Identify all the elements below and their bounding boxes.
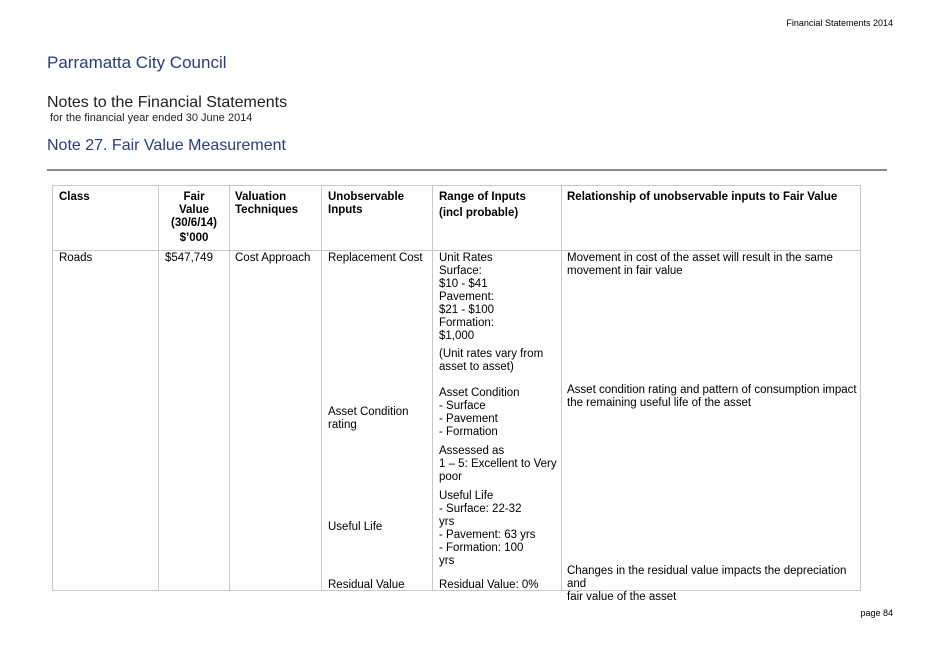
column-divider [158, 186, 159, 590]
divider [47, 169, 887, 171]
cell-range-unit-rates-note: (Unit rates vary from asset to asset) [439, 348, 544, 373]
column-divider [321, 186, 322, 590]
cell-relationship-cost: Movement in cost of the asset will result in the same movement in fair value [567, 252, 833, 277]
header-range-of-inputs: Range of Inputs [439, 191, 526, 203]
cell-range-useful-life: Useful Life - Surface: 22-32 yrs - Pavement: 63 yrs - Formation: 100 yrs [439, 490, 536, 567]
cell-range-unit-rates: Unit Rates Surface: $10 - $41 Pavement: $21 - $100 Formation: $1,000 [439, 252, 494, 342]
notes-subtitle: for the financial year ended 30 June 2014 [50, 112, 253, 124]
cell-technique: Cost Approach [235, 252, 311, 264]
page-number: page 84 [860, 608, 893, 618]
column-divider [561, 186, 562, 590]
header-relationship: Relationship of unobservable inputs to Fair Value [567, 191, 838, 203]
header-fair-value: Fair Value (30/6/14) [170, 191, 218, 229]
cell-input-asset-condition: Asset Condition rating [328, 406, 409, 431]
column-divider [229, 186, 230, 590]
cell-relationship-residual: Changes in the residual value impacts the depreciation and fair value of the asset [567, 565, 847, 603]
header-divider [53, 250, 860, 251]
cell-relationship-condition: Asset condition rating and pattern of consumption impact the remaining useful life of the asset [567, 384, 857, 409]
cell-input-useful-life: Useful Life [328, 521, 383, 533]
note-title: Note 27. Fair Value Measurement [47, 137, 286, 154]
cell-range-residual-value: Residual Value: 0% [439, 579, 539, 591]
header-unobservable-inputs: Unobservable Inputs [328, 191, 405, 216]
fair-value-table [52, 185, 861, 603]
cell-class: Roads [59, 252, 93, 264]
document-header: Financial Statements 2014 [786, 18, 893, 28]
cell-input-residual-value: Residual Value [328, 579, 405, 591]
cell-input-replacement-cost: Replacement Cost [328, 252, 423, 264]
cell-range-asset-condition: Asset Condition - Surface - Pavement - Formation [439, 387, 520, 438]
header-range-sub: (incl probable) [439, 207, 519, 219]
header-fair-value-unit: $’000 [179, 232, 209, 244]
notes-title: Notes to the Financial Statements [47, 94, 288, 111]
council-name: Parramatta City Council [47, 53, 227, 72]
cell-range-assessed: Assessed as 1 – 5: Excellent to Very poor [439, 445, 557, 483]
header-class: Class [59, 191, 90, 203]
header-valuation-techniques: Valuation Techniques [235, 191, 299, 216]
cell-fair-value: $547,749 [165, 252, 213, 264]
column-divider [432, 186, 433, 590]
